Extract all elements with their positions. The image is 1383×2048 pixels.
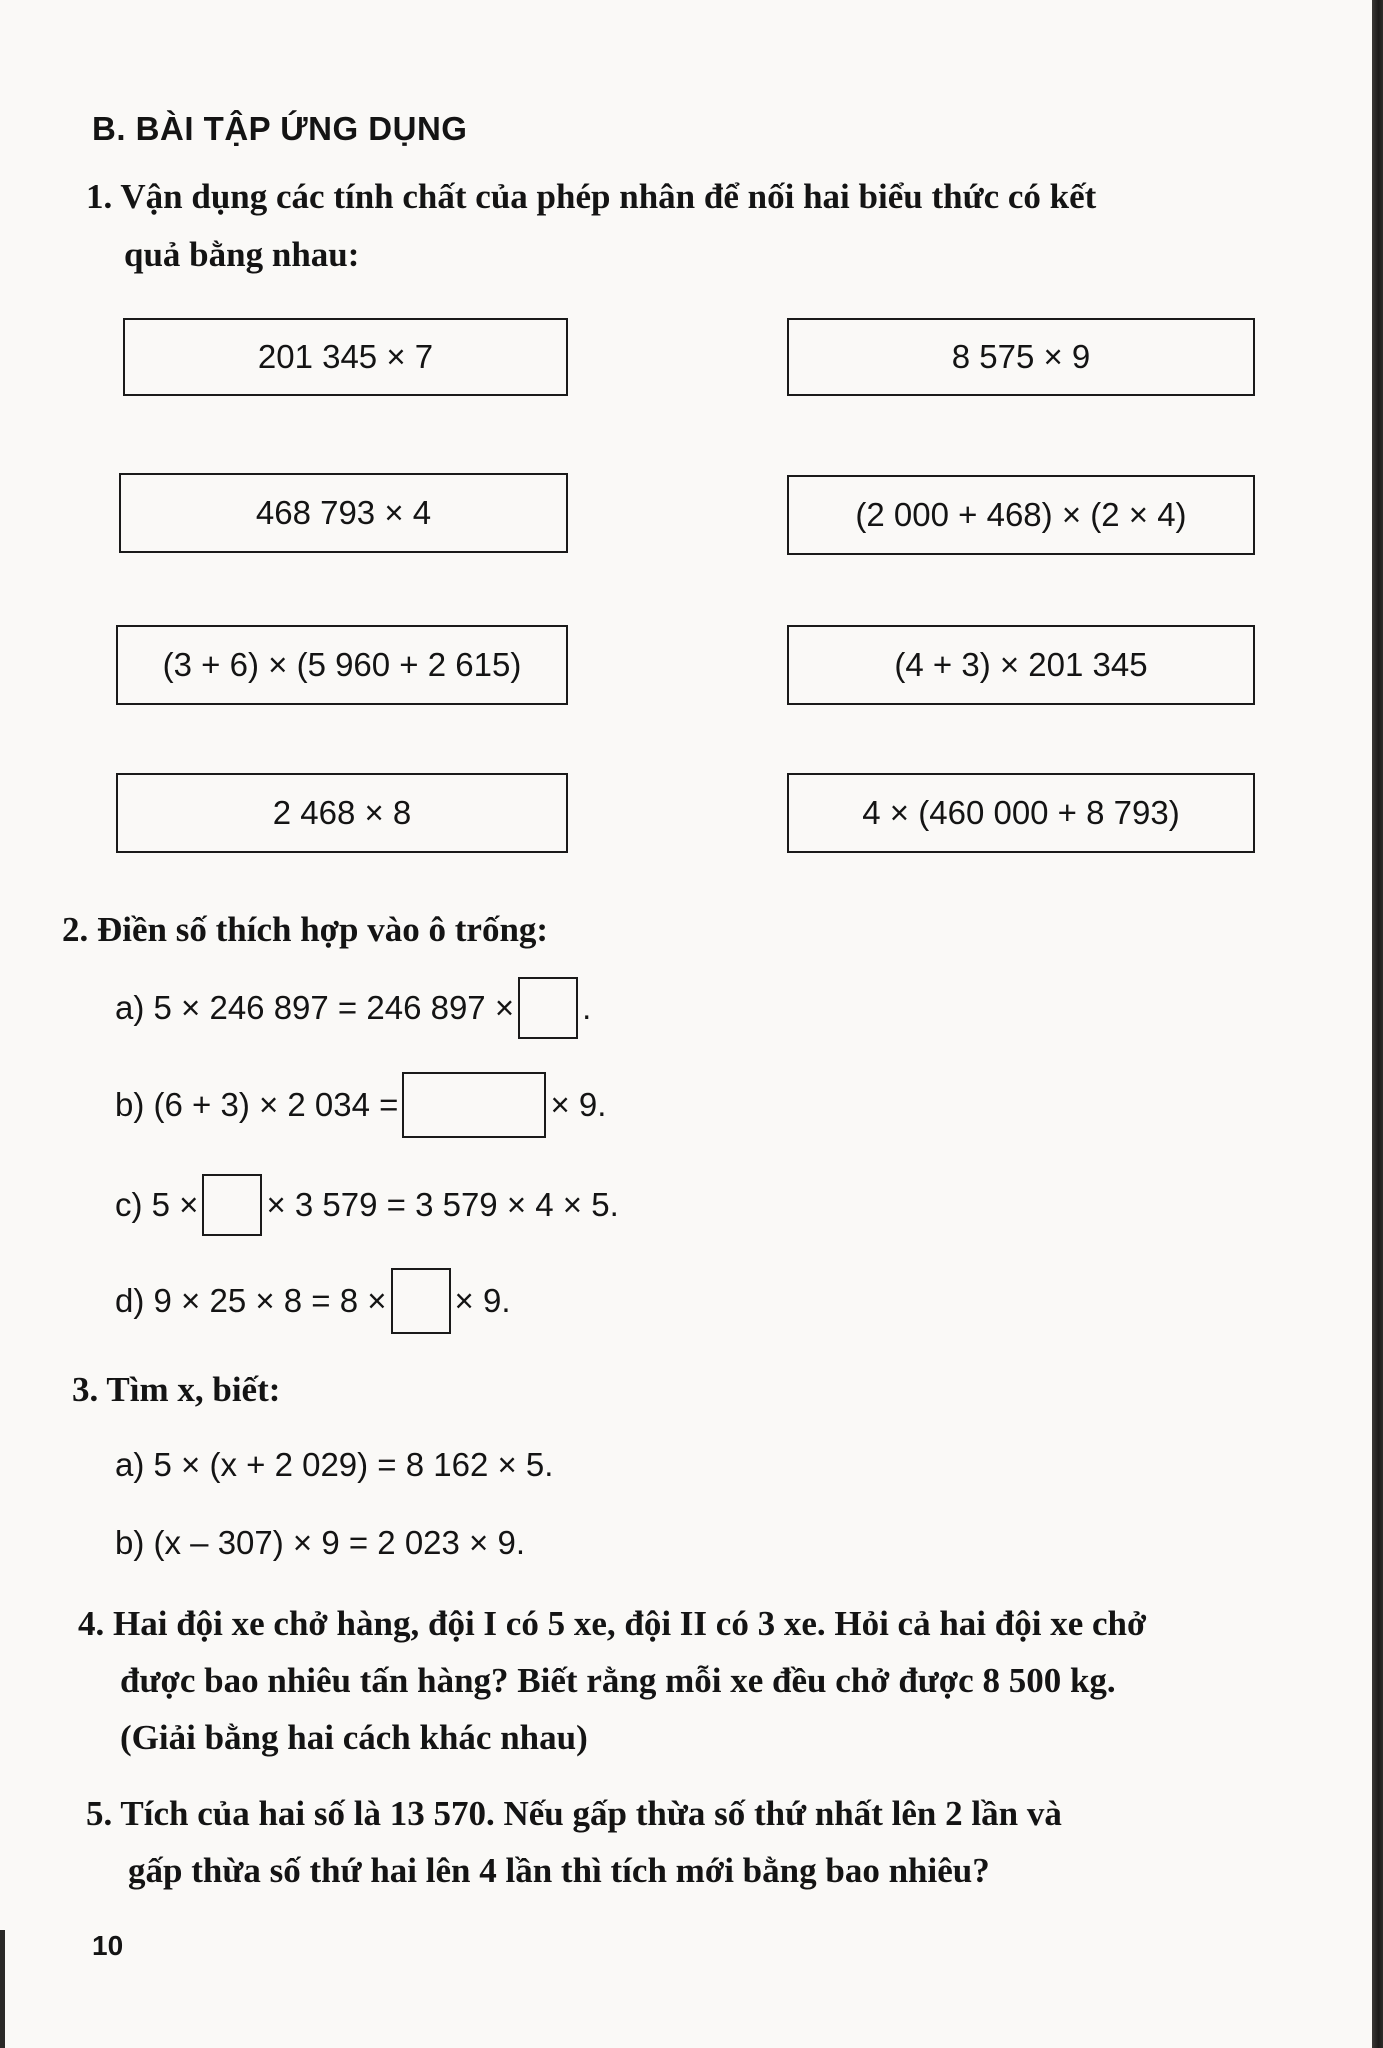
question-1-line-1: Vận dụng các tính chất của phép nhân để nối hai biểu thức có kết: [120, 177, 1097, 216]
question-1-line-2: quả bằng nhau:: [124, 235, 360, 274]
question-2a: [115, 978, 591, 1038]
expression-box-left-3[interactable]: (3 + 6) × (5 960 + 2 615): [116, 625, 568, 705]
expression-box-right-4[interactable]: 4 × (460 000 + 8 793): [787, 773, 1255, 853]
question-3-text: Tìm x, biết:: [106, 1370, 281, 1409]
question-2c: [115, 1174, 619, 1236]
question-2b-left: b) (6 + 3) × 2 034 =: [115, 1086, 399, 1123]
question-2c-left: c) 5 ×: [115, 1186, 199, 1223]
question-2d-right: × 9.: [454, 1282, 511, 1319]
question-3b: b) (x – 307) × 9 = 2 023 × 9.: [115, 1524, 526, 1561]
question-5-line-1: Tích của hai số là 13 570. Nếu gấp thừa số thứ nhất lên 2 lần và: [120, 1794, 1062, 1833]
answer-blank-2c[interactable]: [202, 1174, 262, 1236]
expression-box-right-1[interactable]: 8 575 × 9: [787, 318, 1255, 396]
question-5: [86, 1785, 1336, 1899]
question-2c-right: × 3 579 = 3 579 × 4 × 5.: [266, 1186, 619, 1223]
question-4-line-1: Hai đội xe chở hàng, đội I có 5 xe, đội II có 3 xe. Hỏi cả hai đội xe chở: [113, 1604, 1147, 1643]
expression-box-left-4[interactable]: 2 468 × 8: [116, 773, 568, 853]
expression-box-right-3[interactable]: (4 + 3) × 201 345: [787, 625, 1255, 705]
question-2b-right: × 9.: [550, 1086, 607, 1123]
section-title: B. BÀI TẬP ỨNG DỤNG: [92, 110, 468, 147]
question-3-number: 3.: [72, 1370, 99, 1409]
question-4-number: 4.: [78, 1604, 105, 1643]
question-2-number: 2.: [62, 910, 89, 949]
expression-box-left-2[interactable]: 468 793 × 4: [119, 473, 568, 553]
question-3a: a) 5 × (x + 2 029) = 8 162 × 5.: [115, 1446, 554, 1483]
expression-box-left-1[interactable]: 201 345 × 7: [123, 318, 568, 396]
question-4: [78, 1595, 1338, 1766]
page-number: 10: [92, 1930, 124, 1961]
question-2b: [115, 1072, 606, 1138]
answer-blank-2b[interactable]: [402, 1072, 546, 1138]
book-edge-right: [1372, 0, 1383, 2048]
question-2a-left: a) 5 × 246 897 = 246 897 ×: [115, 989, 515, 1026]
question-1: [86, 168, 1326, 284]
question-2d-left: d) 9 × 25 × 8 = 8 ×: [115, 1282, 387, 1319]
question-3-title: [72, 1370, 280, 1410]
question-4-line-3: (Giải bằng hai cách khác nhau): [120, 1718, 588, 1757]
answer-blank-2d[interactable]: [391, 1268, 451, 1334]
question-5-line-2: gấp thừa số thứ hai lên 4 lần thì tích mới bằng bao nhiêu?: [128, 1851, 990, 1890]
question-2-text: Điền số thích hợp vào ô trống:: [97, 910, 549, 949]
book-edge-left: [0, 1930, 5, 2048]
expression-box-right-2[interactable]: (2 000 + 468) × (2 × 4): [787, 475, 1255, 555]
question-1-number: 1.: [86, 177, 113, 216]
question-2a-right: .: [582, 989, 592, 1026]
question-5-number: 5.: [86, 1794, 113, 1833]
question-2-title: [62, 910, 548, 950]
question-2d: [115, 1268, 511, 1334]
question-4-line-2: được bao nhiêu tấn hàng? Biết rằng mỗi xe đều chở được 8 500 kg.: [120, 1661, 1116, 1700]
answer-blank-2a[interactable]: [518, 977, 578, 1039]
